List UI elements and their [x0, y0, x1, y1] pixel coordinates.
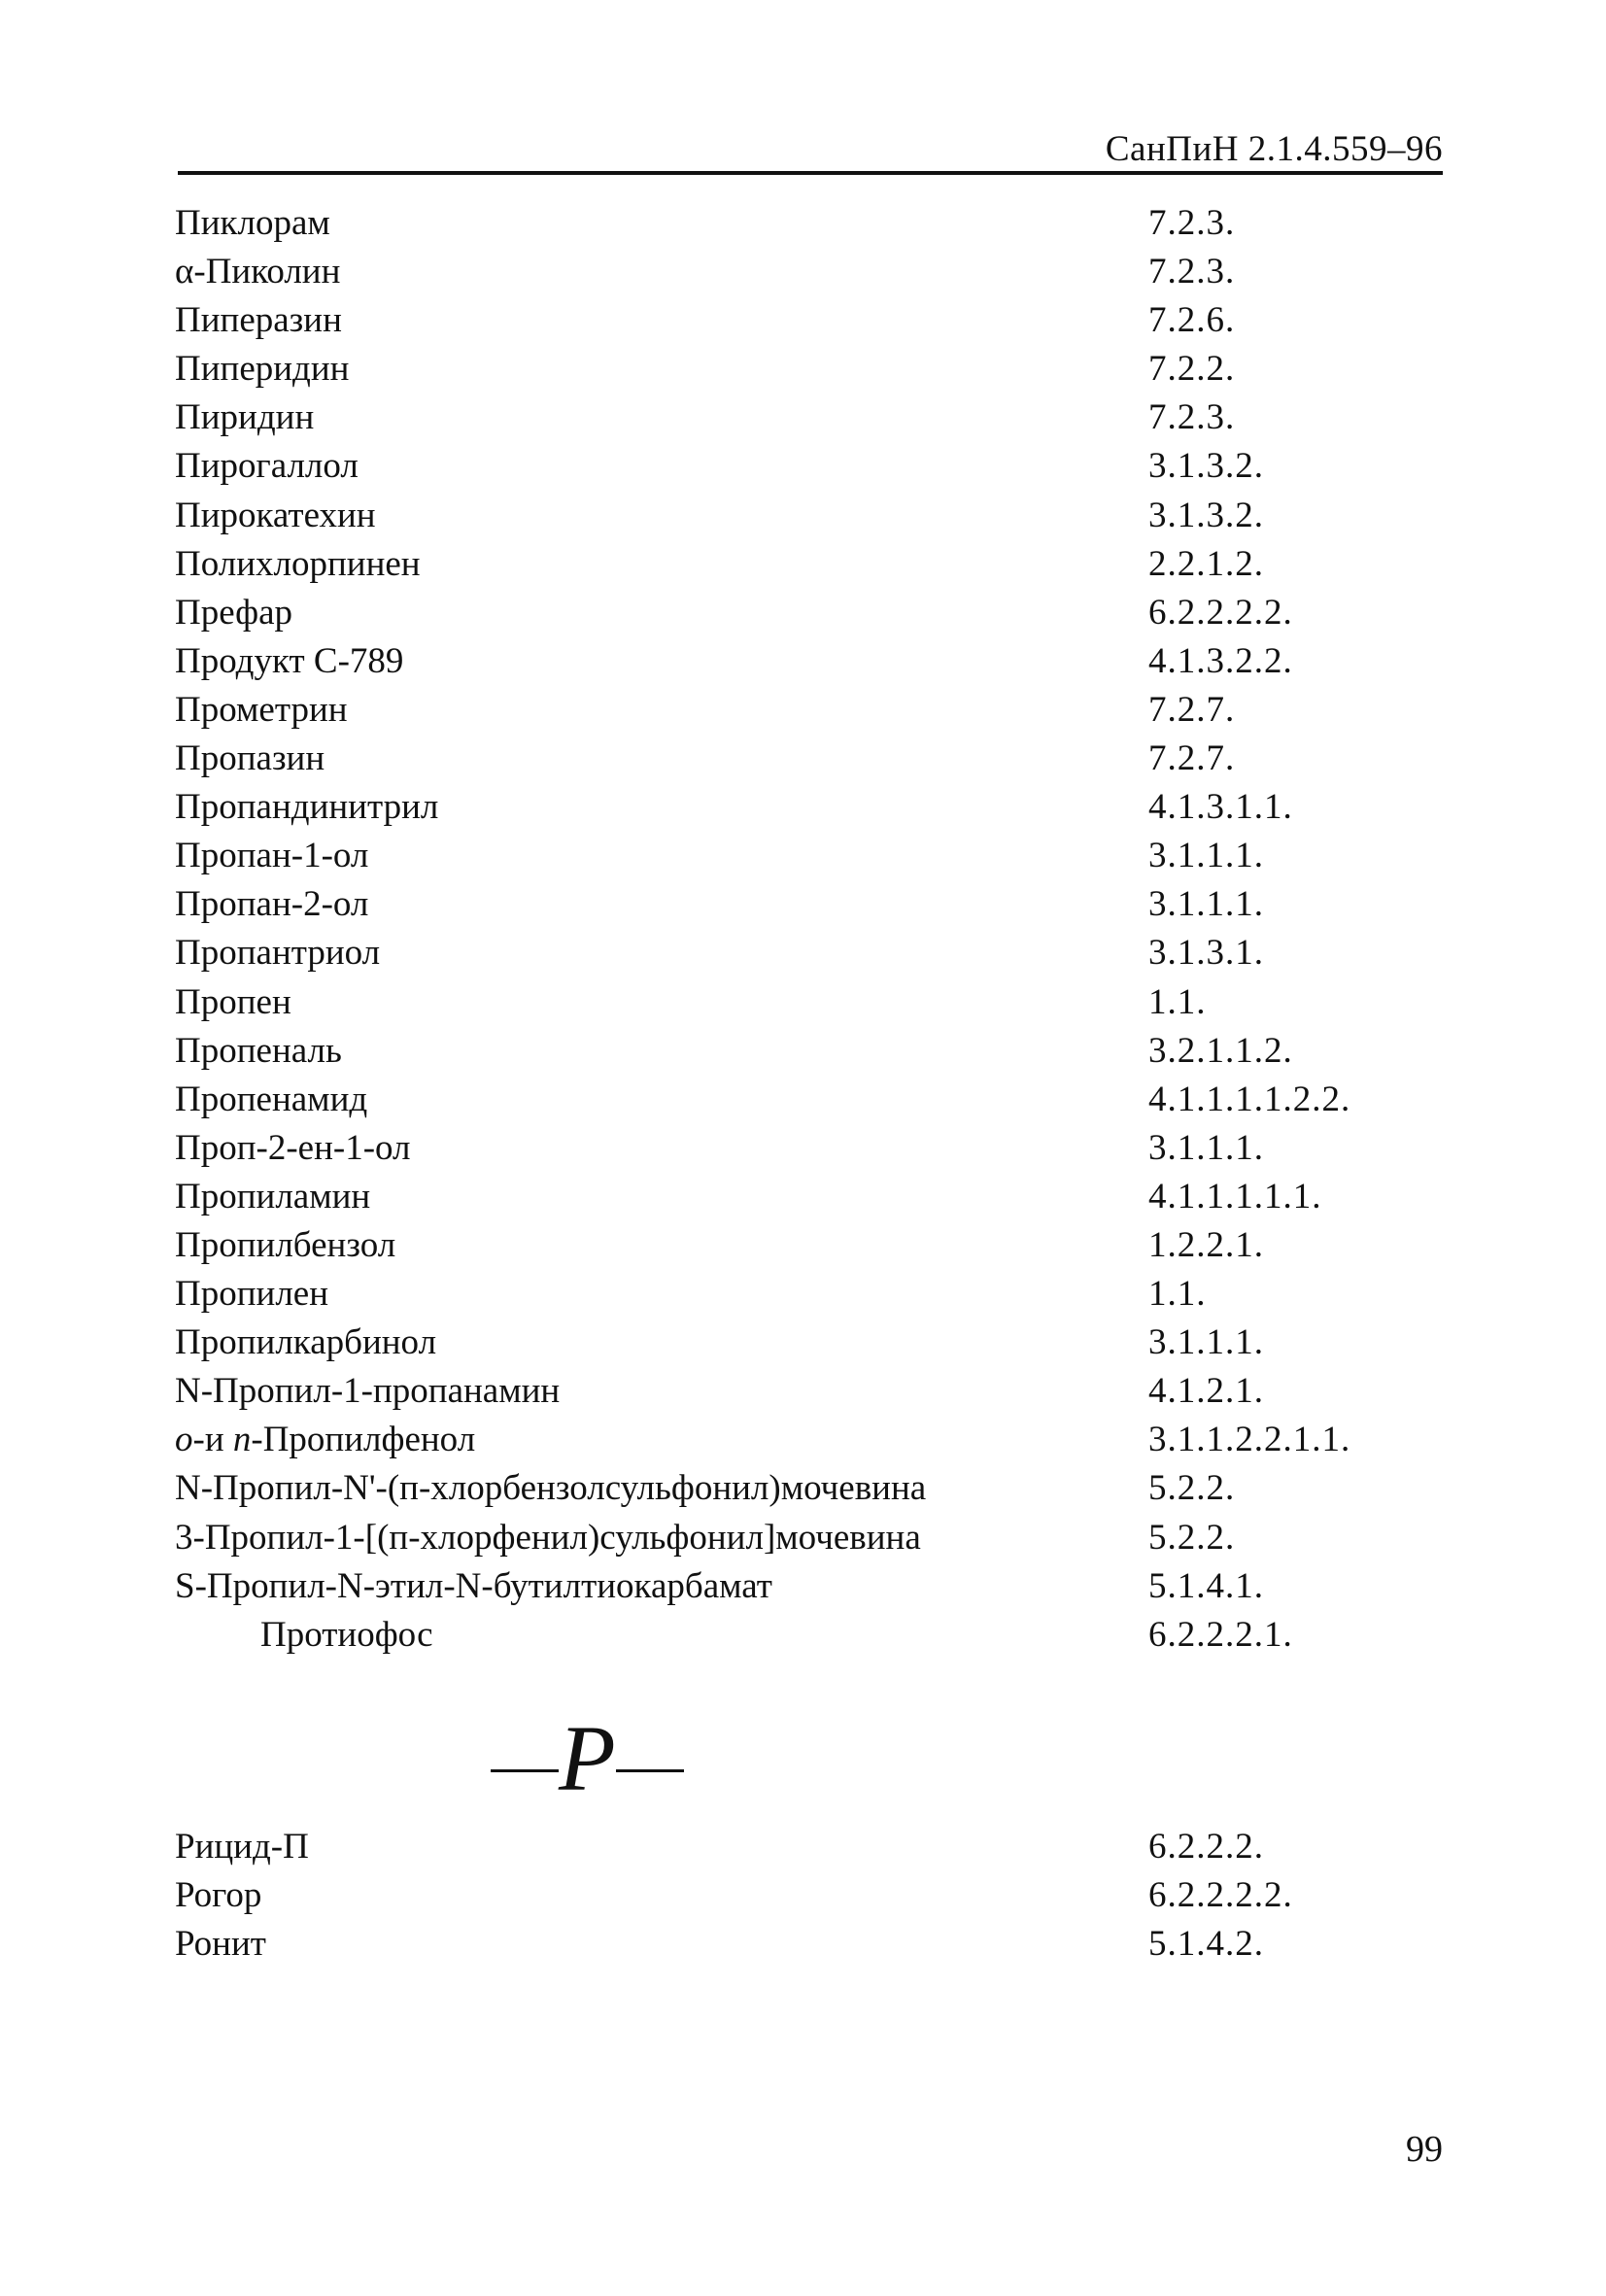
- index-entry: [175, 589, 1438, 637]
- entry-term: [175, 1416, 475, 1464]
- index-entry: [175, 296, 1438, 345]
- entry-ref: 6.2.2.2.: [1148, 1827, 1264, 1867]
- entry-term-italic: п: [232, 1420, 252, 1460]
- index-entry: [175, 1124, 1438, 1173]
- entry-term: Протиофос: [260, 1614, 433, 1655]
- entry-term: Пропазин: [175, 738, 325, 779]
- entry-ref: 7.2.6.: [1148, 300, 1236, 341]
- document-code: СанПиН 2.1.4.559–96: [1105, 129, 1443, 169]
- entry-ref: 3.1.1.1.: [1148, 836, 1264, 876]
- entry-term-italic: о: [175, 1420, 193, 1460]
- entry-ref: 7.2.7.: [1148, 689, 1236, 730]
- entry-ref: 1.2.2.1.: [1148, 1224, 1264, 1265]
- index-entry: [175, 345, 1438, 394]
- entry-ref: 4.1.2.1.: [1148, 1371, 1264, 1412]
- index-entry: [175, 492, 1438, 540]
- index-list-p: [175, 199, 1438, 1660]
- index-entry: [175, 1076, 1438, 1124]
- page-number: 99: [1406, 2129, 1443, 2170]
- entry-ref: 3.1.1.1.: [1148, 1127, 1264, 1168]
- entry-term: Пропандинитрил: [175, 787, 439, 828]
- entry-term: Пропен: [175, 981, 291, 1022]
- entry-term: 3-Пропил-1-[(п-хлорфенил)сульфонил]мочевина: [175, 1517, 921, 1558]
- entry-term: Рогор: [175, 1875, 262, 1916]
- entry-term: S-Пропил-N-этил-N-бутилтиокарбамат: [175, 1565, 772, 1606]
- entry-ref: 5.1.4.1.: [1148, 1565, 1264, 1606]
- entry-term: N-Пропил-N'-(п-хлорбензолсульфонил)мочевина: [175, 1468, 927, 1509]
- entry-term: Префар: [175, 592, 292, 633]
- entry-ref: 5.1.4.2.: [1148, 1924, 1264, 1965]
- index-entry: [175, 1920, 1438, 1969]
- entry-term: Пропеналь: [175, 1030, 342, 1071]
- entry-term: Пиперазин: [175, 300, 342, 341]
- entry-term: Пропилен: [175, 1274, 329, 1315]
- index-entry: [175, 1027, 1438, 1076]
- entry-ref: 6.2.2.2.2.: [1148, 592, 1293, 633]
- index-list-r: [175, 1823, 1438, 1969]
- section-dash-right: [616, 1769, 684, 1772]
- entry-ref: 7.2.7.: [1148, 738, 1236, 779]
- section-letter-text: Р: [559, 1706, 616, 1810]
- entry-term: Пиклорам: [175, 203, 330, 243]
- entry-ref: 6.2.2.2.1.: [1148, 1614, 1293, 1655]
- index-entry: [175, 199, 1438, 248]
- entry-term: Прометрин: [175, 689, 348, 730]
- entry-ref: 4.1.1.1.1.1.: [1148, 1176, 1322, 1217]
- index-entry: [175, 1514, 1438, 1562]
- section-dash-left: [491, 1769, 559, 1772]
- entry-term: N-Пропил-1-пропанамин: [175, 1371, 561, 1412]
- entry-ref: 2.2.1.2.: [1148, 543, 1264, 584]
- entry-ref: 7.2.2.: [1148, 349, 1236, 390]
- entry-ref: 3.1.1.2.2.1.1.: [1148, 1420, 1351, 1460]
- entry-term: Пропилбензол: [175, 1224, 396, 1265]
- index-entry: [175, 735, 1438, 783]
- index-entry: [175, 686, 1438, 735]
- index-entry: [175, 1221, 1438, 1270]
- header-rule: [178, 171, 1443, 175]
- index-entry: [175, 1173, 1438, 1221]
- index-entry: [175, 929, 1438, 977]
- index-entry: [175, 1823, 1438, 1871]
- index-entry: [175, 783, 1438, 832]
- index-entry: [175, 540, 1438, 589]
- index-entry: [175, 1464, 1438, 1513]
- entry-ref: 5.2.2.: [1148, 1517, 1236, 1558]
- entry-term: α-Пиколин: [175, 252, 341, 292]
- entry-term: Пирокатехин: [175, 495, 376, 535]
- index-entry: [175, 1367, 1438, 1416]
- entry-ref: 3.1.3.2.: [1148, 446, 1264, 487]
- index-entry: [175, 1416, 1438, 1464]
- entry-ref: 7.2.3.: [1148, 252, 1236, 292]
- index-entry: [175, 1270, 1438, 1319]
- entry-term: Рицид-П: [175, 1827, 309, 1867]
- entry-term: Пиперидин: [175, 349, 350, 390]
- index-entry: [175, 637, 1438, 686]
- entry-ref: 3.2.1.1.2.: [1148, 1030, 1293, 1071]
- entry-ref: 1.1.: [1148, 981, 1207, 1022]
- index-entry: [175, 978, 1438, 1027]
- entry-term: Пропилкарбинол: [175, 1322, 437, 1363]
- entry-term: Продукт С-789: [175, 640, 404, 681]
- index-entry: [175, 1562, 1438, 1611]
- entry-term: Пиридин: [175, 397, 315, 438]
- index-entry: [175, 1611, 1438, 1660]
- entry-ref: 7.2.3.: [1148, 397, 1236, 438]
- entry-term: Пирогаллол: [175, 446, 359, 487]
- entry-ref: 3.1.3.1.: [1148, 933, 1264, 974]
- entry-ref: 5.2.2.: [1148, 1468, 1236, 1509]
- entry-term: Проп-2-ен-1-ол: [175, 1127, 411, 1168]
- section-heading-letter: [491, 1705, 684, 1812]
- entry-ref: 3.1.3.2.: [1148, 495, 1264, 535]
- entry-term: Пропан-1-ол: [175, 836, 369, 876]
- entry-ref: 3.1.1.1.: [1148, 1322, 1264, 1363]
- index-entry: [175, 394, 1438, 442]
- entry-term-part: -Пропилфенол: [251, 1420, 476, 1460]
- index-entry: [175, 832, 1438, 880]
- entry-ref: 7.2.3.: [1148, 203, 1236, 243]
- index-entry: [175, 1319, 1438, 1367]
- index-entry: [175, 880, 1438, 929]
- entry-term: Полихлорпинен: [175, 543, 421, 584]
- entry-term: Пропенамид: [175, 1079, 368, 1119]
- entry-term: Ронит: [175, 1924, 266, 1965]
- entry-term: Пропиламин: [175, 1176, 371, 1217]
- index-entry: [175, 248, 1438, 296]
- entry-ref: 6.2.2.2.2.: [1148, 1875, 1293, 1916]
- entry-term: Пропан-2-ол: [175, 884, 369, 925]
- entry-term-part: -и: [192, 1420, 233, 1460]
- index-entry: [175, 1871, 1438, 1920]
- index-entry: [175, 442, 1438, 491]
- entry-ref: 3.1.1.1.: [1148, 884, 1264, 925]
- entry-ref: 4.1.1.1.1.2.2.: [1148, 1079, 1351, 1119]
- entry-ref: 4.1.3.1.1.: [1148, 787, 1293, 828]
- entry-ref: 1.1.: [1148, 1274, 1207, 1315]
- entry-ref: 4.1.3.2.2.: [1148, 640, 1293, 681]
- entry-term: Пропантриол: [175, 933, 381, 974]
